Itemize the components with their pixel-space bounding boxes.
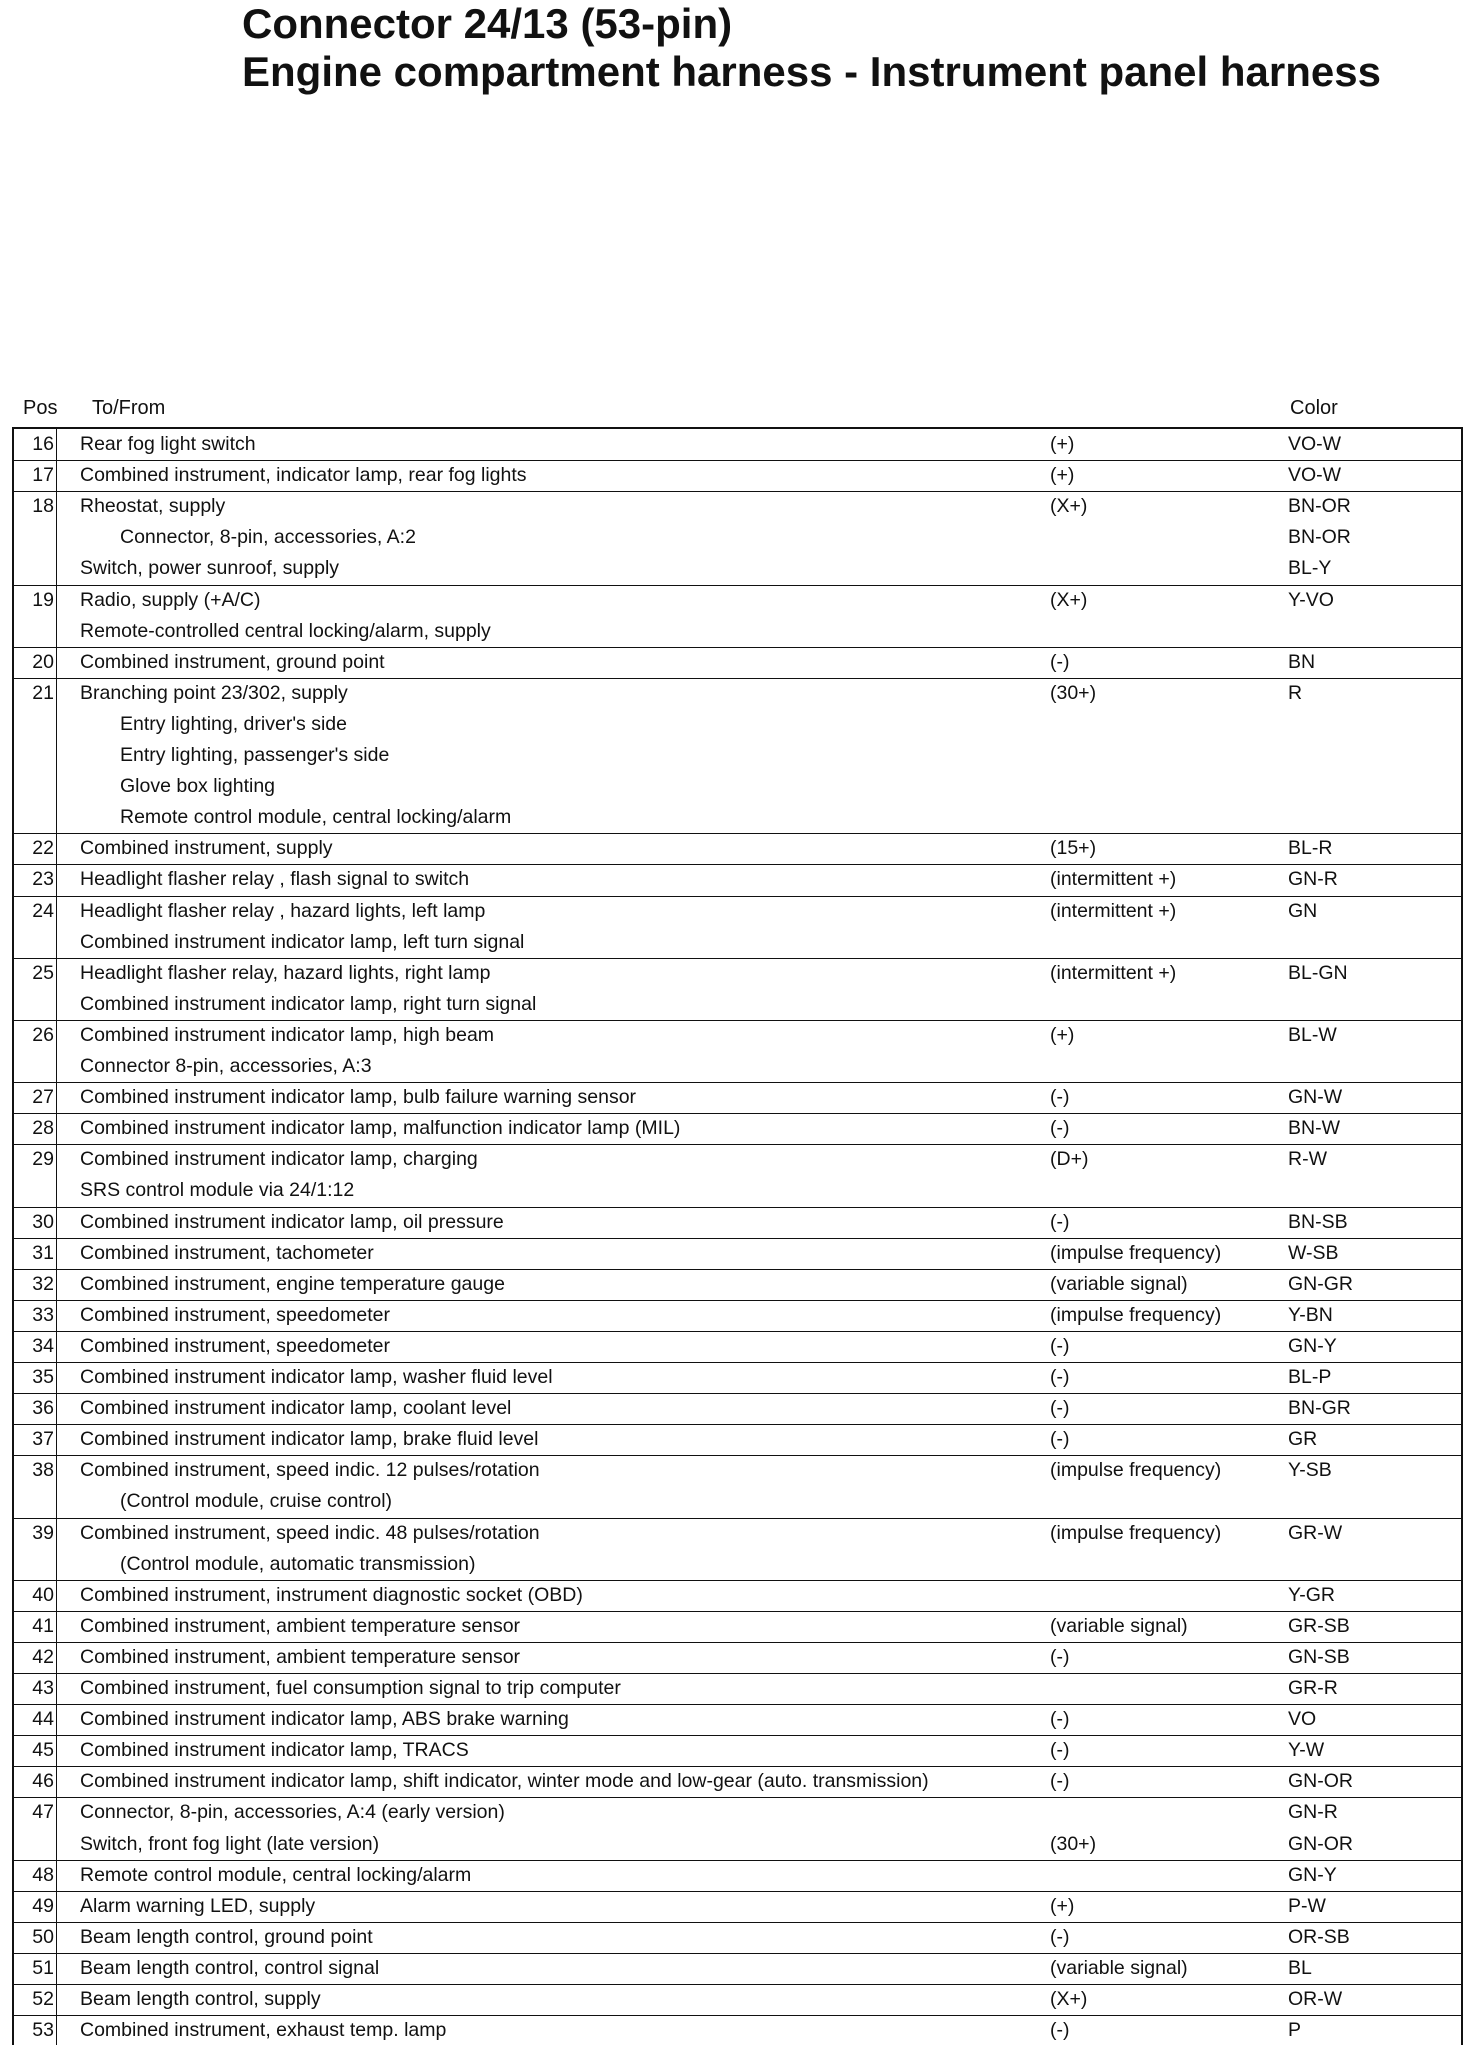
signal-type: (-) [1050,1397,1070,1420]
row-divider [14,1144,1461,1145]
wire-color: GN-SB [1288,1645,1350,1668]
header-color: Color [1290,397,1338,419]
to-from-text: Switch, power sunroof, supply [80,557,340,580]
wire-color: GR-SB [1288,1614,1350,1637]
pin-number: 18 [32,495,54,518]
pin-number: 51 [32,1956,54,1979]
pin-number: 47 [32,1801,54,1824]
wire-color: VO-W [1288,464,1342,487]
signal-type: (-) [1050,1645,1070,1668]
wire-color: GN-Y [1288,1863,1337,1886]
wire-color: Y-GR [1288,1583,1335,1606]
wire-color: BN-SB [1288,1210,1348,1233]
signal-type: (-) [1050,1770,1070,1793]
to-from-text: Combined instrument indicator lamp, shift indicator, winter mode and low-gear (auto. transmission) [80,1770,929,1793]
row-divider [14,1984,1461,1985]
pin-number: 25 [32,961,54,984]
wire-color: Y-BN [1288,1303,1333,1326]
wire-color: BN-GR [1288,1397,1351,1420]
signal-type: (variable signal) [1050,1272,1188,1295]
wire-color: BN-OR [1288,495,1351,518]
to-from-text: Remote control module, central locking/alarm [120,806,512,829]
pin-number: 22 [32,837,54,860]
pin-number: 23 [32,868,54,891]
to-from-text: Rheostat, supply [80,495,226,518]
signal-type: (+) [1050,1023,1075,1046]
to-from-text: Combined instrument, ambient temperature sensor [80,1614,521,1637]
row-divider [14,833,1461,834]
to-from-text: Combined instrument, ground point [80,650,385,673]
wire-color: BN-W [1288,1117,1340,1140]
wire-color: GN-R [1288,1801,1338,1824]
to-from-text: Combined instrument indicator lamp, TRACS [80,1739,469,1762]
to-from-text: Headlight flasher relay , hazard lights, left lamp [80,899,486,922]
row-divider [14,1424,1461,1425]
to-from-text: Combined instrument, speed indic. 12 pulses/rotation [80,1459,540,1482]
row-divider [14,1735,1461,1736]
pin-number: 26 [32,1023,54,1046]
to-from-text: Combined instrument indicator lamp, washer fluid level [80,1366,553,1388]
pin-number: 40 [32,1583,54,1606]
to-from-text: Combined instrument, engine temperature gauge [80,1272,505,1295]
pin-number: 43 [32,1677,54,1699]
signal-type: (impulse frequency) [1050,1241,1222,1264]
signal-type: (-) [1050,1366,1070,1388]
row-divider [14,1207,1461,1208]
pin-number: 28 [32,1117,54,1140]
header-pos: Pos [23,397,58,419]
to-from-text: SRS control module via 24/1:12 [80,1179,355,1202]
row-divider [14,958,1461,959]
to-from-text: Headlight flasher relay , flash signal to switch [80,868,470,891]
row-divider [14,460,1461,461]
pin-number: 33 [32,1303,54,1326]
wire-color: GR [1288,1428,1318,1451]
to-from-text: Combined instrument, tachometer [80,1241,374,1264]
to-from-text: (Control module, automatic transmission) [120,1552,476,1575]
to-from-text: Combined instrument, speed indic. 48 pulses/rotation [80,1521,540,1544]
signal-type: (variable signal) [1050,1956,1188,1979]
to-from-text: Connector, 8-pin, accessories, A:4 (early version) [80,1801,505,1824]
to-from-text: Branching point 23/302, supply [80,681,348,704]
row-divider [14,1518,1461,1519]
row-divider [14,1020,1461,1021]
row-divider [14,1331,1461,1332]
to-from-text: Beam length control, control signal [80,1956,380,1979]
to-from-text: Combined instrument indicator lamp, brake fluid level [80,1428,539,1451]
title-connector: Connector 24/13 (53-pin) [242,0,733,47]
to-from-text: Alarm warning LED, supply [80,1894,316,1917]
row-divider [14,678,1461,679]
wire-color: BL-P [1288,1366,1332,1388]
row-divider [14,1393,1461,1394]
wire-color: BL-W [1288,1023,1337,1046]
row-divider [14,1362,1461,1363]
pin-number: 37 [32,1428,54,1451]
signal-type: (-) [1050,1117,1070,1140]
signal-type: (-) [1050,1086,1070,1109]
pin-number: 38 [32,1459,54,1482]
row-divider [14,1860,1461,1861]
pin-number: 49 [32,1894,54,1917]
wire-color: BL-R [1288,837,1333,860]
row-divider [14,1953,1461,1954]
to-from-text: Combined instrument indicator lamp, right turn signal [80,992,537,1015]
row-divider [14,1891,1461,1892]
signal-type: (+) [1050,433,1075,455]
pin-number: 34 [32,1334,54,1357]
signal-type: (variable signal) [1050,1614,1188,1637]
signal-type: (X+) [1050,1988,1088,2010]
to-from-text: Rear fog light switch [80,433,256,455]
wire-color: GR-R [1288,1677,1338,1699]
pin-number: 20 [32,650,54,673]
to-from-text: Combined instrument indicator lamp, high beam [80,1023,495,1046]
wire-color: VO [1288,1708,1317,1731]
wire-color: P [1288,2019,1302,2042]
row-divider [14,1611,1461,1612]
wire-color: GN-Y [1288,1334,1337,1357]
wire-color: GN-W [1288,1086,1343,1109]
wire-color: GN [1288,899,1318,922]
signal-type: (30+) [1050,681,1097,704]
wire-color: BL-GN [1288,961,1348,984]
signal-type: (intermittent +) [1050,868,1177,891]
to-from-text: Combined instrument indicator lamp, charging [80,1148,478,1171]
pin-number: 42 [32,1645,54,1668]
pin-table [12,427,1463,2045]
wire-color: OR-W [1288,1988,1343,2010]
pin-number: 46 [32,1770,54,1793]
row-divider [14,1580,1461,1581]
wire-color: BL-Y [1288,557,1332,580]
signal-type: (impulse frequency) [1050,1459,1222,1482]
pin-number: 48 [32,1863,54,1886]
pin-number: 24 [32,899,54,922]
signal-type: (X+) [1050,495,1088,518]
to-from-text: Combined instrument, ambient temperature sensor [80,1645,521,1668]
to-from-text: Combined instrument, supply [80,837,333,860]
pin-number: 29 [32,1148,54,1171]
to-from-text: Combined instrument, indicator lamp, rear fog lights [80,464,527,487]
row-divider [14,647,1461,648]
to-from-text: Combined instrument, instrument diagnostic socket (OBD) [80,1583,583,1606]
pin-number: 32 [32,1272,54,1295]
wire-color: BN-OR [1288,526,1351,549]
wire-color: GN-R [1288,868,1338,891]
signal-type: (D+) [1050,1148,1089,1171]
to-from-text: Combined instrument, exhaust temp. lamp [80,2019,447,2042]
pin-number: 19 [32,588,54,611]
signal-type: (15+) [1050,837,1097,860]
row-divider [14,1082,1461,1083]
signal-type: (impulse frequency) [1050,1521,1222,1544]
row-divider [14,1766,1461,1767]
wire-color: GN-OR [1288,1832,1353,1855]
wire-color: R-W [1288,1148,1327,1171]
row-divider [14,896,1461,897]
to-from-text: Entry lighting, driver's side [120,712,347,735]
signal-type: (impulse frequency) [1050,1303,1222,1326]
row-divider [14,2015,1461,2016]
signal-type: (X+) [1050,588,1088,611]
to-from-text: Combined instrument indicator lamp, oil pressure [80,1210,504,1233]
row-divider [14,1704,1461,1705]
signal-type: (-) [1050,1925,1070,1948]
to-from-text: Combined instrument indicator lamp, malfunction indicator lamp (MIL) [80,1117,681,1140]
row-divider [14,1642,1461,1643]
to-from-text: Remote-controlled central locking/alarm, supply [80,619,491,642]
signal-type: (+) [1050,464,1075,487]
to-from-text: Headlight flasher relay, hazard lights, right lamp [80,961,491,984]
pin-number: 17 [32,464,54,487]
row-divider [14,864,1461,865]
pin-number: 45 [32,1739,54,1762]
wire-color: Y-W [1288,1739,1325,1762]
signal-type: (-) [1050,1708,1070,1731]
to-from-text: Combined instrument, speedometer [80,1303,390,1326]
row-divider [14,1797,1461,1798]
wire-color: BN [1288,650,1316,673]
wire-color: Y-VO [1288,588,1334,611]
to-from-text: Combined instrument indicator lamp, coolant level [80,1397,512,1420]
document-title [242,0,1381,96]
signal-type: (-) [1050,1739,1070,1762]
to-from-text: Combined instrument indicator lamp, left turn signal [80,930,525,953]
pin-number: 44 [32,1708,54,1731]
wire-color: OR-SB [1288,1925,1350,1948]
pin-number: 31 [32,1241,54,1264]
row-divider [14,1922,1461,1923]
signal-type: (-) [1050,650,1070,673]
wire-color: VO-W [1288,433,1342,455]
row-divider [14,1269,1461,1270]
row-divider [14,1238,1461,1239]
row-divider [14,1113,1461,1114]
wire-color: W-SB [1288,1241,1339,1264]
signal-type: (30+) [1050,1832,1097,1855]
pin-number: 39 [32,1521,54,1544]
to-from-text: Combined instrument, fuel consumption signal to trip computer [80,1677,621,1699]
to-from-text: Combined instrument indicator lamp, bulb failure warning sensor [80,1086,637,1109]
row-divider [14,585,1461,586]
to-from-text: Beam length control, supply [80,1988,321,2010]
pin-number: 27 [32,1086,54,1109]
wire-color: GR-W [1288,1521,1343,1544]
wire-color: GN-OR [1288,1770,1353,1793]
to-from-text: Radio, supply (+A/C) [80,588,261,611]
pin-number: 16 [32,433,54,455]
to-from-text: Glove box lighting [120,775,276,798]
to-from-text: Switch, front fog light (late version) [80,1832,380,1855]
row-divider [14,491,1461,492]
row-divider [14,1455,1461,1456]
row-divider [14,1300,1461,1301]
row-divider [14,1673,1461,1674]
signal-type: (-) [1050,1428,1070,1451]
pin-number: 53 [32,2019,54,2042]
to-from-text: Combined instrument, speedometer [80,1334,390,1357]
wire-color: P-W [1288,1894,1326,1917]
signal-type: (-) [1050,2019,1070,2042]
pin-number: 21 [32,681,54,704]
to-from-text: Combined instrument indicator lamp, ABS brake warning [80,1708,569,1731]
signal-type: (intermittent +) [1050,961,1177,984]
pin-number: 41 [32,1614,54,1637]
signal-type: (+) [1050,1894,1075,1917]
wire-color: Y-SB [1288,1459,1332,1482]
to-from-text: Connector 8-pin, accessories, A:3 [80,1055,372,1077]
title-harness: Engine compartment harness - Instrument panel harness [242,48,1381,95]
to-from-text: Remote control module, central locking/alarm [80,1863,472,1886]
to-from-text: Entry lighting, passenger's side [120,744,390,766]
pin-number: 30 [32,1210,54,1233]
header-to-from: To/From [92,397,166,419]
wire-color: R [1288,681,1303,704]
to-from-text: (Control module, cruise control) [120,1490,393,1513]
signal-type: (-) [1050,1334,1070,1357]
to-from-text: Connector, 8-pin, accessories, A:2 [120,526,416,549]
pin-number: 36 [32,1397,54,1420]
pin-number: 50 [32,1925,54,1948]
signal-type: (-) [1050,1210,1070,1233]
to-from-text: Beam length control, ground point [80,1925,373,1948]
signal-type: (intermittent +) [1050,899,1177,922]
pin-number: 35 [32,1366,54,1388]
wire-color: GN-GR [1288,1272,1353,1295]
pin-number: 52 [32,1988,54,2010]
wire-color: BL [1288,1956,1312,1979]
